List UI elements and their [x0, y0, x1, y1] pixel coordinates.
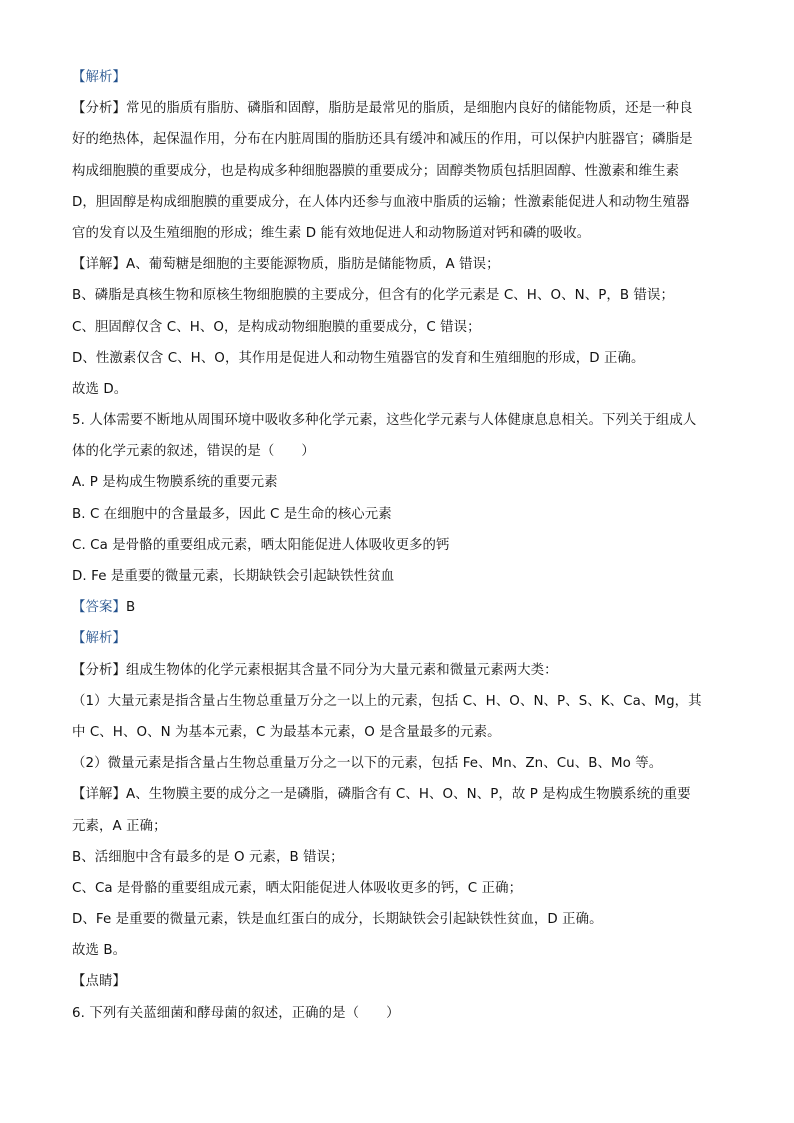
text-line: D、性激素仅含 C、H、O，其作用是促进人和动物生殖器官的发育和生殖细胞的形成，D 正确。 — [72, 350, 645, 366]
document-page — [72, 62, 732, 1029]
section-label-remark — [72, 966, 732, 997]
text-line: C、胆固醇仅含 C、H、O，是构成动物细胞膜的重要成分，C 错误； — [72, 319, 481, 335]
option-b: B. C 在细胞中的含量最多，因此 C 是生命的核心元素 — [72, 506, 392, 522]
question-5-stem-cont: 体的化学元素的叙述，错误的是（ ） — [72, 444, 315, 460]
tag: 【分析】 — [72, 662, 126, 678]
text-line: D，胆固醇是构成细胞膜的重要成分，在人体内还参与血液中脂质的运输；性激素能促进人和动物生殖器 — [72, 194, 690, 210]
text-line: 中 C、H、O、N 为基本元素，C 为最基本元素，O 是含量最多的元素。 — [72, 724, 501, 740]
section-label-analysis — [72, 623, 732, 654]
conclusion-line: 故选 B。 — [72, 943, 127, 959]
tag: 【解析】 — [72, 631, 126, 647]
answer-line: 【答案】B — [72, 600, 136, 616]
tag: 【点睛】 — [72, 974, 126, 990]
text-line: 好的绝热体，起保温作用，分布在内脏周围的脂肪还具有缓冲和减压的作用，可以保护内脏器官；磷脂是 — [72, 132, 693, 148]
text-line: 元素，A 正确； — [72, 818, 167, 834]
question-5-stem: 5. 人体需要不断地从周围环境中吸收多种化学元素，这些化学元素与人体健康息息相关。下列关于组成人 — [72, 413, 697, 429]
analysis-paragraph: 【分析】组成生物体的化学元素根据其含量不同分为大量元素和微量元素两大类： — [72, 662, 558, 678]
text-line: D、Fe 是重要的微量元素，铁是血红蛋白的成分，长期缺铁会引起缺铁性贫血，D 正确。 — [72, 912, 603, 928]
analysis-paragraph: 【分析】常见的脂质有脂肪、磷脂和固醇，脂肪是最常见的脂质，是细胞内良好的储能物质，还是一种良 — [72, 101, 693, 117]
tag: 【答案】 — [72, 600, 126, 616]
text-line: （2）微量元素是指含量占生物总重量万分之一以下的元素，包括 Fe、Mn、Zn、Cu、B、Mo 等。 — [72, 756, 663, 772]
text-line: 官的发育以及生殖细胞的形成；维生素 D 能有效地促进人和动物肠道对钙和磷的吸收。 — [72, 225, 591, 241]
text-line: 构成细胞膜的重要成分，也是构成多种细胞器膜的重要成分；固醇类物质包括胆固醇、性激素和维生素 — [72, 163, 680, 179]
option-a: A. P 是构成生物膜系统的重要元素 — [72, 475, 278, 491]
text-line: B、磷脂是真核生物和原核生物细胞膜的主要成分，但含有的化学元素是 C、H、O、N、P，B 错误； — [72, 288, 674, 304]
detail-paragraph: 【详解】A、葡萄糖是细胞的主要能源物质，脂肪是储能物质，A 错误； — [72, 257, 500, 273]
detail-paragraph: 【详解】A、生物膜主要的成分之一是磷脂，磷脂含有 C、H、O、N、P，故 P 是构成生物膜系统的重要 — [72, 787, 691, 803]
text-line: （1）大量元素是指含量占生物总重量万分之一以上的元素，包括 C、H、O、N、P、S、K、Ca、Mg，其 — [72, 693, 702, 709]
text-line: C、Ca 是骨骼的重要组成元素，晒太阳能促进人体吸收更多的钙，C 正确； — [72, 880, 523, 896]
conclusion-line: 故选 D。 — [72, 381, 128, 397]
section-label-analysis — [72, 62, 732, 93]
tag: 【分析】 — [72, 101, 126, 117]
tag: 【解析】 — [72, 70, 126, 85]
tag: 【详解】 — [72, 257, 126, 273]
option-d: D. Fe 是重要的微量元素，长期缺铁会引起缺铁性贫血 — [72, 569, 395, 584]
option-c: C. Ca 是骨骼的重要组成元素，晒太阳能促进人体吸收更多的钙 — [72, 537, 450, 553]
text-line: B、活细胞中含有最多的是 O 元素，B 错误； — [72, 849, 344, 865]
question-6-stem: 6. 下列有关蓝细菌和酵母菌的叙述，正确的是（ ） — [72, 1005, 400, 1021]
tag: 【详解】 — [72, 787, 126, 803]
